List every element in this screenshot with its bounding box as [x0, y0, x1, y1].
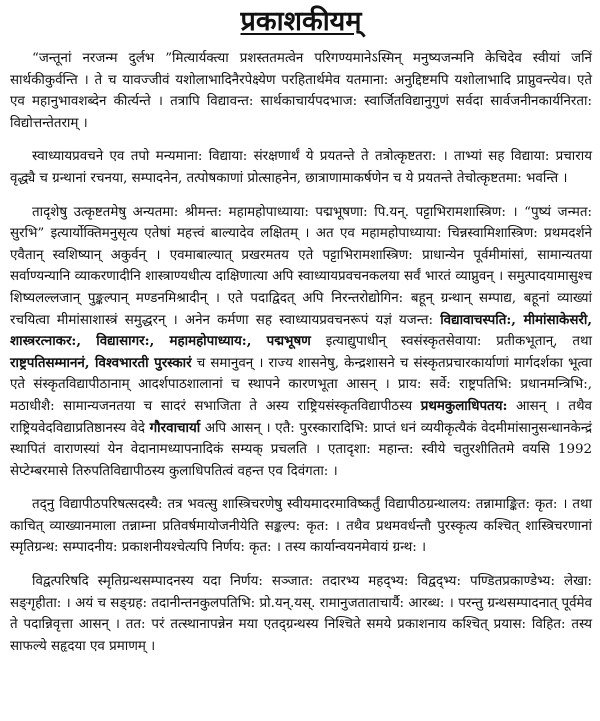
paragraph-2: स्वाध्यायप्रवचने एव तपो मन्यमाना: विद्याया: संरक्षणार्थं ये प्रयतन्ते ते तत्रोत्कृष्टतरा: । ताभ्यां सह विद्याया: प्रचाराय वृद्ध्यै च ग्रन्थानां रचनया, सम्पादनेन, तत्पोषकाणां प्रोत्साहनेन, छात्राणामाकर्षणेन च ये प्रयतन्ते तेचोत्कृष्टतमा: भवन्ति । — [10, 149, 592, 186]
awards-bold: राष्ट्रपतिसम्माननं, विश्वभारती पुरस्कारं — [10, 354, 192, 371]
paragraph-3-text-5: अपि आसन् । एतै: पुरस्कारादिभि: प्राप्तं धनं व्ययीकृत्यैकं वेदमीमांसानुसन्धानकेन्द्रं स्थापितं वाराणस्यां येन वेदानामध्यापनादिकं सम्यक् प्रचलति । एतादृशा: महान्त: स्वीये चतुरशीतितमे वयसि 1992 सेप्टेम्बरमासे तिरुपतिविद्यापीठस्य कुलाधिपतित्वं वहन्त एव दिवंगता: । — [10, 420, 592, 479]
paragraph-4: तद्नु विद्यापीठपरिषत्सदस्यै: तत्र भवत्सु शास्त्रिचरणेषु स्वीयमादरमाविष्कर्तुं विद्यापीठग्रन्थालय: तन्नामाङ्कित: कृत: । तथा काचित् व्याख्यानमाला तन्नाम्ना प्रतिवर्षमायोजनीयेति सङ्कल्प: कृत: । तथैव प्रथमवर्धन्तौ पुरस्कृत्य कश्चित् शास्त्रिचरणानां स्मृतिग्रन्थ: सम्पादनीय: प्रकाशनीयश्चेत्यपि निर्णय: कृत: । तस्य कार्यान्वयनमेवायं ग्रन्थ: । — [10, 497, 592, 556]
paragraph-3-text-4: आसन् । तथैव राष्ट्रियवेदविद्याप्रतिष्ठानस्य वेदे — [10, 398, 592, 436]
chancellor-bold: प्रथमकुलाधिपतय: — [420, 397, 508, 414]
paragraph-5: विद्वत्परिषदि स्मृतिग्रन्थसम्पादनस्य यदा निर्णय: सञ्जात: तदारभ्य महद्भ्य: विद्वद्भ्य: पण्डितप्रकाण्डेभ्य: लेखा: सङ्गृहीता: । अयं च सङ्ग्रह: तदानीन्तनकुलपतिभि: प्रो.यन्.यस्. रामानुजताताचार्यै: आरब्ध: । परन्तु ग्रन्थसम्पादनात् पूर्वमेव ते पदान्निवृत्ता आसन् । तत: परं तत्स्थानापन्नेन मया एतद्ग्रन्थस्य निश्चिते समये प्रकाशनाय कश्चित् प्रयास: विहित: तस्य साफल्ये सहृदया एव प्रमाणम् । — [10, 574, 592, 654]
gauravacharya-bold: गौरवाचार्या — [149, 419, 201, 436]
paragraph-3-text-3: च समानुवन् । राज्य शासनेषु, केन्द्रशासने च संस्कृतप्रचारकार्याणां मार्गदर्शका भूत्वा एते संस्कृतविद्यापीठानाम् आदर्शपाठशालानां च स्थापने कारणभूता आसन् । प्राय: सर्वे: राष्ट्रपतिभि: प्रधानमन्त्रिभि:, मठाधीशै: सामान्यजनतया च सादरं सभाजिता ते अस्य राष्ट्रियसंस्कृतविद्यापीठस्य — [10, 355, 592, 414]
paragraph-3-text-2: इत्याद्युपाधीन् स्वसंस्कृतसेवाया: प्रतीकभूतान्, तथा — [325, 334, 592, 350]
paragraph-3 — [10, 202, 592, 483]
page-title: प्रकाशकीयम् — [240, 6, 362, 37]
paragraph-3-text-1: तादृशेषु उत्कृष्टतमेषु अन्यतमा: श्रीमन्त: महामहोपाध्याया: पद्मभूषणा: पि.यन्. पट्टाभिरामशास्त्रिण: । “पुष्यं जन्मत: सुरभि” इत्यार्योक्तिमनुसृत्य एतेषां महत्त्वं बाल्यादेव लक्षितम् । अत एव महामहोपाध्याया: चिन्नस्वामिशास्त्रिण: प्रथमदर्शने एवैतान् स्वशिष्यान् अकुर्वन् । एवमाबाल्यात् प्रखरमतय एते पट्टाभिरामशास्त्रिण: प्राधान्येन पूर्वमीमांसां, सामान्यतया सर्वाण्यन्यानि व्याकरणादीनि शास्त्राण्यधीत्य दाक्षिणात्या अपि स्वाध्यायप्रवचनकलया सर्वं भारतं व्याप्नुवन् । समुत्पादयामासुश्च शिष्यलल्लजान् पुङ्कल्पान् मण्डनमिश्रादीन् । एते पदाद्विदत् अपि निरन्तरोद्योगिन: बहून् ग्रन्थान् सम्पाद्य, बहूनां व्याख्यां रचयित्वा मीमांसाशास्त्रं समुद्धरन् । अनेन कर्मणा सह स्वाध्यायप्रवचनरूपं यज्ञं यजन्त: — [10, 204, 592, 328]
titles-bold: विद्यावाचस्पति:, मीमांसाकेसरी, शास्त्ररत्नाकर:, विद्यासागर:, महामहोपाध्याय:, पद्मभूषण — [10, 311, 592, 350]
paragraph-1: “जन्तूनां नरजन्म दुर्लभ ”मित्यार्यक्त्या प्रशस्ततमत्वेन परिगण्यमानेऽस्मिन् मनुष्यजन्मनि केचिदेव स्वीयां जनिं सार्थकीकुर्वन्ति । ते च यावज्जीवं यशोलाभादिनैरपेक्ष्येण परहितार्थमेव यतमाना: अनुद्दिष्टमपि यशोलाभादि प्राप्नुवन्त्येव। एते एव महानुभावशब्देन कीर्त्यन्ते । तत्रापि विद्यावन्त: सार्थकाचार्यपदभाज: स्वार्जितविद्यानुगुणं सर्वदा सार्वजनीनकार्यनिरता: विद्योत्तन्तेतराम् । — [10, 51, 592, 131]
